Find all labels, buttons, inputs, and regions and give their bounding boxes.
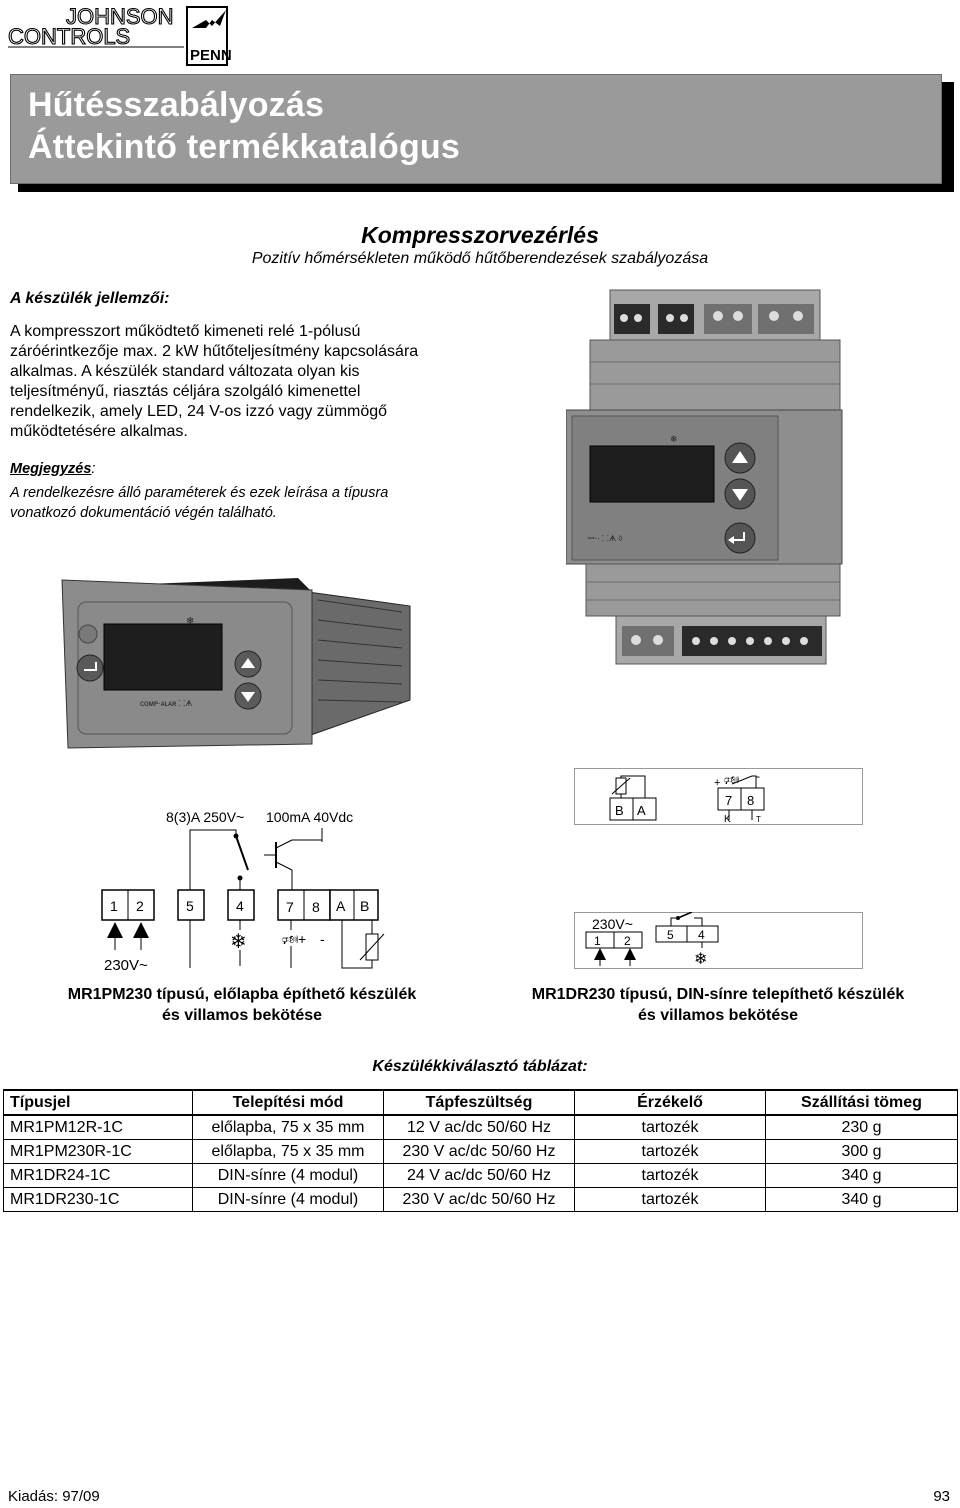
section-title: Kompresszorvezérlés bbox=[361, 222, 599, 248]
caption-line: MR1PM230 típusú, előlapba építhető készülék bbox=[67, 986, 417, 1003]
panel-mount-device-image bbox=[58, 576, 414, 750]
note-line: vonatkozó dokumentáció végén található. bbox=[10, 505, 277, 521]
table-cell: tartozék bbox=[575, 1188, 766, 1212]
terminal-label: 4 bbox=[698, 928, 705, 942]
table-cell: előlapba, 75 x 35 mm bbox=[193, 1140, 384, 1164]
wiring-diagram-din-bottom bbox=[574, 912, 864, 970]
table-cell: 340 g bbox=[766, 1188, 958, 1212]
table-header-row bbox=[4, 1090, 958, 1115]
terminal-label: B bbox=[360, 898, 370, 914]
svg-text:T: T bbox=[756, 815, 761, 824]
caption-din-device bbox=[496, 984, 940, 1026]
column-header: Telepítési mód bbox=[193, 1090, 384, 1115]
table-cell: 24 V ac/dc 50/60 Hz bbox=[384, 1164, 575, 1188]
svg-text:K: K bbox=[724, 814, 731, 825]
svg-text:❄: ❄ bbox=[186, 616, 195, 627]
wiring-diagram-panel bbox=[94, 798, 394, 978]
selector-table-title: Készülékkiválasztó táblázat: bbox=[372, 1058, 588, 1075]
section-subtitle: Pozitív hőmérsékleten működő hűtőberendezések szabályozása bbox=[251, 250, 709, 267]
svg-text:ᴄᴏᴍᴘ·ᴀʟᴀʀ ⸬ᗗ: ᴄᴏᴍᴘ·ᴀʟᴀʀ ⸬ᗗ bbox=[140, 699, 193, 708]
selector-table bbox=[3, 1089, 958, 1212]
logo-word-controls: CONTROLS bbox=[8, 24, 131, 48]
column-header: Tápfeszültség bbox=[384, 1090, 575, 1115]
terminal-label: 4 bbox=[236, 898, 244, 914]
features-line: rendelkezik, amely LED, 24 V-os izzó vagy zümmögő bbox=[10, 403, 388, 420]
table-cell: 230 V ac/dc 50/60 Hz bbox=[384, 1140, 575, 1164]
features-line: teljesítményű, riasztás céljára szolgáló kimenettel bbox=[10, 383, 361, 400]
table-cell: tartozék bbox=[575, 1140, 766, 1164]
svg-text:❄: ❄ bbox=[670, 434, 678, 444]
din-rail-device-image bbox=[566, 286, 850, 670]
banner-title-line1: Hűtésszabályozás bbox=[28, 86, 325, 124]
terminal-label: 1 bbox=[110, 898, 118, 914]
terminal-label: 8 bbox=[312, 899, 320, 915]
table-cell: előlapba, 75 x 35 mm bbox=[193, 1115, 384, 1140]
note-heading-wrap bbox=[10, 461, 95, 477]
compressor-snowflake-icon: ❄ bbox=[694, 951, 708, 968]
caption-line: és villamos bekötése bbox=[637, 1007, 799, 1024]
note-text bbox=[10, 483, 440, 523]
wiring-diagram-din-top bbox=[574, 768, 864, 826]
supply-label: 230V~ bbox=[104, 957, 148, 974]
table-cell: 230 V ac/dc 50/60 Hz bbox=[384, 1188, 575, 1212]
features-line: alkalmas. A készülék standard változata olyan kis bbox=[10, 363, 360, 380]
table-cell: MR1PM12R-1C bbox=[4, 1115, 193, 1140]
terminal-label: 2 bbox=[624, 934, 631, 948]
buzzer-icon: 🕬 bbox=[282, 932, 299, 947]
minus-label: - bbox=[756, 769, 760, 783]
table-row bbox=[4, 1188, 958, 1212]
column-header: Szállítási tömeg bbox=[766, 1090, 958, 1115]
minus-label: - bbox=[320, 931, 325, 947]
note-colon: : bbox=[91, 461, 96, 477]
terminal-label: 5 bbox=[667, 928, 674, 942]
terminal-label: B bbox=[615, 803, 624, 818]
features-text bbox=[10, 322, 430, 442]
features-line: A kompresszort működtető kimeneti relé 1-pólusú bbox=[10, 323, 361, 340]
footer-page-number: 93 bbox=[933, 1488, 950, 1505]
features-line: működtetésére alkalmas. bbox=[10, 423, 188, 440]
caption-line: és villamos bekötése bbox=[161, 1007, 323, 1024]
table-cell: tartozék bbox=[575, 1164, 766, 1188]
features-line: záróérintkezője max. 2 kW hűtőteljesítmény kapcsolására bbox=[10, 343, 419, 360]
note-heading: Megjegyzés bbox=[10, 461, 92, 477]
table-cell: MR1DR24-1C bbox=[4, 1164, 193, 1188]
table-row bbox=[4, 1140, 958, 1164]
note-line: A rendelkezésre álló paraméterek és ezek leírása a típusra bbox=[10, 485, 389, 501]
terminal-label: A bbox=[637, 803, 646, 818]
johnson-controls-logo bbox=[8, 4, 188, 48]
terminal-label: 1 bbox=[594, 934, 601, 948]
logo-word-johnson: JOHNSON bbox=[66, 4, 174, 29]
table-cell: 230 g bbox=[766, 1115, 958, 1140]
penn-logo bbox=[186, 6, 232, 68]
supply-label: 230V~ bbox=[592, 916, 633, 932]
terminal-label: A bbox=[336, 898, 346, 914]
column-header: Típusjel bbox=[4, 1090, 193, 1115]
terminal-label: 2 bbox=[136, 898, 144, 914]
features-heading: A készülék jellemzői: bbox=[10, 290, 170, 307]
table-cell: MR1DR230-1C bbox=[4, 1188, 193, 1212]
svg-text:ꟷ·· ⸬ᗗ ◊: ꟷ·· ⸬ᗗ ◊ bbox=[588, 534, 623, 543]
column-header: Érzékelő bbox=[575, 1090, 766, 1115]
plus-label: + bbox=[714, 777, 721, 789]
banner-title-line2: Áttekintő termékkatalógus bbox=[28, 128, 460, 166]
table-row bbox=[4, 1164, 958, 1188]
buzzer-icon: 🕬 bbox=[724, 773, 740, 787]
table-cell: DIN-sínre (4 modul) bbox=[193, 1188, 384, 1212]
table-cell: 340 g bbox=[766, 1164, 958, 1188]
terminal-label: 7 bbox=[286, 899, 294, 915]
caption-panel-device bbox=[30, 984, 454, 1026]
plus-label: + bbox=[298, 931, 307, 947]
table-cell: DIN-sínre (4 modul) bbox=[193, 1164, 384, 1188]
table-cell: 300 g bbox=[766, 1140, 958, 1164]
caption-line: MR1DR230 típusú, DIN-sínre telepíthető készülék bbox=[531, 986, 905, 1003]
terminal-label: 8 bbox=[747, 793, 755, 808]
logo-word-penn: PENN bbox=[190, 47, 232, 64]
table-cell: MR1PM230R-1C bbox=[4, 1140, 193, 1164]
alarm-rating-label: 100mA 40Vdc bbox=[266, 809, 354, 825]
footer-edition: Kiadás: 97/09 bbox=[8, 1488, 100, 1505]
relay-rating-label: 8(3)A 250V~ bbox=[166, 809, 245, 825]
table-row bbox=[4, 1115, 958, 1140]
terminal-label: 7 bbox=[725, 793, 733, 808]
table-cell: 12 V ac/dc 50/60 Hz bbox=[384, 1115, 575, 1140]
table-cell: tartozék bbox=[575, 1115, 766, 1140]
terminal-label: 5 bbox=[186, 898, 194, 914]
compressor-snowflake-icon: ❄ bbox=[230, 931, 247, 953]
